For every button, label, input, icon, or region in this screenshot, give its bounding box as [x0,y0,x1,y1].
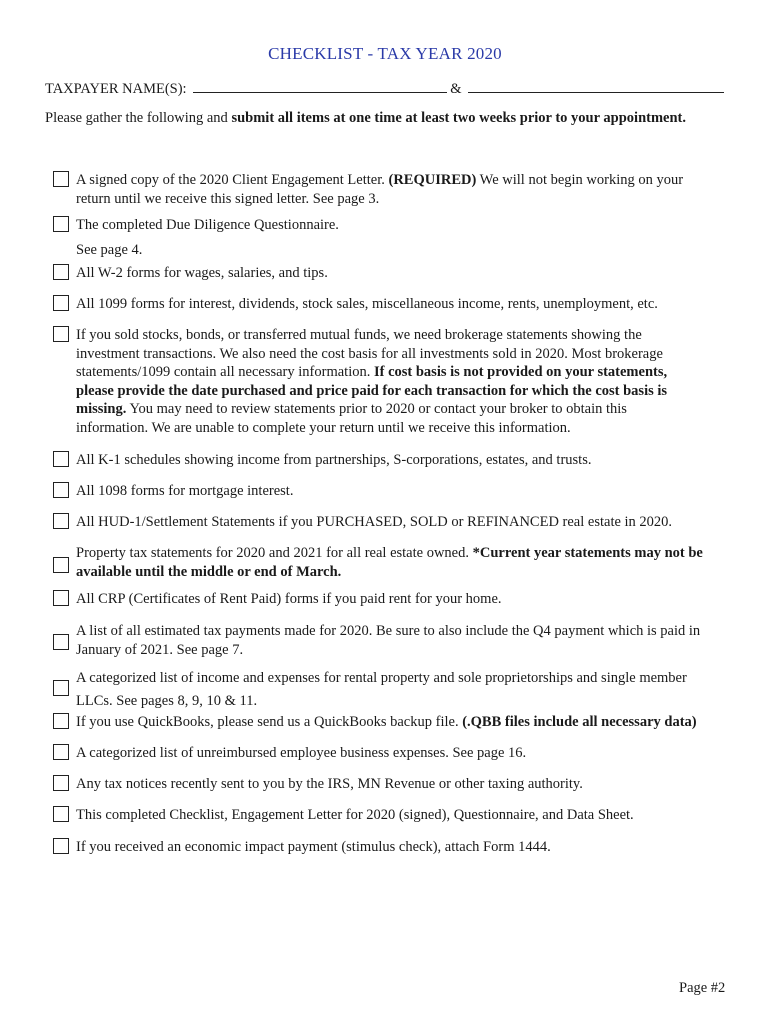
list-item: All 1098 forms for mortgage interest. [76,483,294,499]
list-item: All W-2 forms for wages, salaries, and tips. [76,265,328,281]
list-item: See page 4. [76,242,143,258]
checkbox-k1[interactable] [53,451,69,467]
list-item: The completed Due Diligence Questionnaire. [76,217,339,233]
list-item: A list of all estimated tax payments made for 2020. Be sure to also include the Q4 payment which is paid in January of 2021. See page 7. [76,623,701,658]
checkbox-crp[interactable] [53,590,69,606]
list-item: This completed Checklist, Engagement Letter for 2020 (signed), Questionnaire, and Data Sheet. [76,807,634,823]
list-item: All CRP (Certificates of Rent Paid) forms if you paid rent for your home. [76,591,502,607]
list-item: All 1099 forms for interest, dividends, stock sales, miscellaneous income, rents, unemployment, etc. [76,296,658,312]
list-item: If you use QuickBooks, please send us a QuickBooks backup file. (.QBB files include all necessary data) [76,714,697,730]
checkbox-engagement-letter[interactable] [53,171,69,187]
list-item: A categorized list of income and expenses for rental property and sole proprietorships and single member LLCs. See pages 8, 9, 10 & 11. [76,670,687,709]
list-item: All K-1 schedules showing income from partnerships, S-corporations, estates, and trusts. [76,452,592,468]
list-item: Property tax statements for 2020 and 2021 for all real estate owned. *Current year statements may not be available until the middle or end of March. [76,545,703,580]
list-item: All HUD-1/Settlement Statements if you PURCHASED, SOLD or REFINANCED real estate in 2020. [76,514,673,530]
taxpayer-names-row [45,79,724,98]
taxpayer-name-2-field[interactable] [468,79,724,93]
list-item: A signed copy of the 2020 Client Engagement Letter. (REQUIRED) We will not begin working on your return until we receive this signed letter. See page 3. [76,172,684,207]
ampersand: & [450,81,462,97]
checkbox-1098[interactable] [53,482,69,498]
checkbox-brokerage[interactable] [53,326,69,342]
list-item: A categorized list of unreimbursed employee business expenses. See page 16. [76,745,527,761]
checkbox-property-tax[interactable] [53,557,69,573]
checkbox-employee-expenses[interactable] [53,744,69,760]
checkbox-w2[interactable] [53,264,69,280]
list-item: If you received an economic impact payment (stimulus check), attach Form 1444. [76,839,551,855]
checkbox-quickbooks[interactable] [53,713,69,729]
checkbox-estimated-payments[interactable] [53,634,69,650]
checkbox-rental-income[interactable] [53,680,69,696]
document-title: CHECKLIST - TAX YEAR 2020 [268,44,502,63]
checkbox-checklist[interactable] [53,806,69,822]
list-item: Any tax notices recently sent to you by the IRS, MN Revenue or other taxing authority. [76,776,583,792]
checkbox-hud1[interactable] [53,513,69,529]
taxpayer-name-1-field[interactable] [193,79,447,93]
list-item: If you sold stocks, bonds, or transferred mutual funds, we need brokerage statements showing the investment transactions. We also need the cost basis for all investments sold in 2020. Most brokerage statements/1099 contain all necessary information. If cost basis is not provided on your statements, please provide the date purchased and price paid for each transaction for which the cost basis is missing. You may need to review statements prior to 2020 or contact your broker to obtain this information. We are unable to complete your return until we receive this information. [76,327,668,436]
checkbox-tax-notices[interactable] [53,775,69,791]
checkbox-due-diligence[interactable] [53,216,69,232]
taxpayer-name-label: TAXPAYER NAME(S): [45,81,187,97]
intro-text: Please gather the following and submit all items at one time at least two weeks prior to your appointment. [45,110,687,126]
checkbox-1099[interactable] [53,295,69,311]
checkbox-stimulus[interactable] [53,838,69,854]
page-number: Page #2 [679,980,726,996]
